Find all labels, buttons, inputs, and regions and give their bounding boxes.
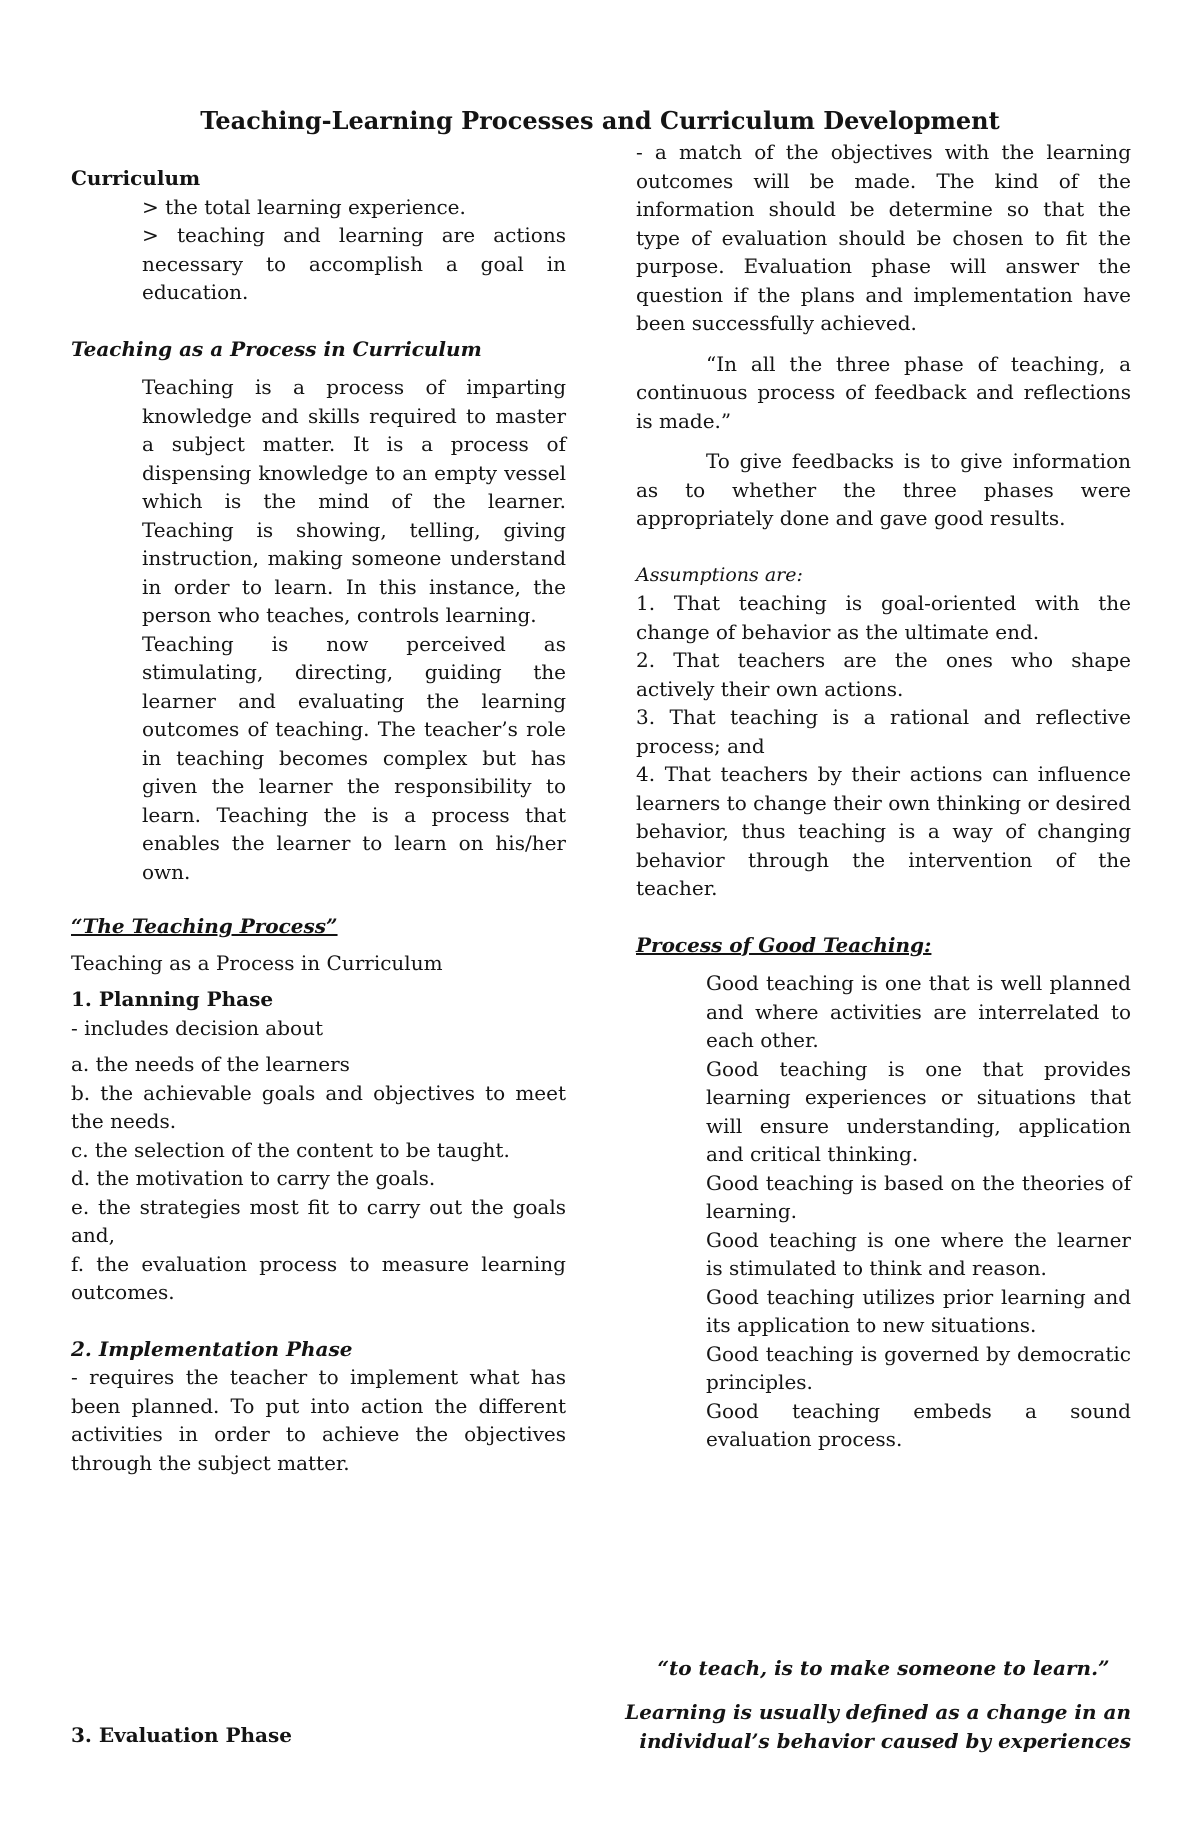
implementation-phase-heading: 2. Implementation Phase xyxy=(71,1336,353,1361)
teaching-paragraph: Teaching is a process of imparting knowledge and skills required to master a subject matter. It is a process of dispensing knowledge to an empty vessel which is the mind of the learner. Teaching is showing, telling, giving instruction, making someone understand in order to learn. In this instance, the person who teaches, controls learning. xyxy=(142,375,566,627)
curriculum-list xyxy=(71,193,566,307)
planning-item: b. the achievable goals and objectives to meet the needs. xyxy=(71,1080,566,1133)
planning-phase-heading: 1. Planning Phase xyxy=(71,987,274,1011)
evaluation-phase-text: - a match of the objectives with the learning outcomes will be made. The kind of the information should be determine so that the type of evaluation should be chosen to fit the purpose. Evaluation phase will answer the question if the plans and implementation have been successfully achieved. xyxy=(636,140,1131,335)
left-column xyxy=(71,164,566,1477)
closing-definition: Learning is usually defined as a change in an individual’s behavior caused by experiences xyxy=(625,1700,1131,1753)
planning-item: a. the needs of the learners xyxy=(71,1052,350,1076)
planning-item: d. the motivation to carry the goals. xyxy=(71,1166,436,1190)
assumptions-list xyxy=(636,589,1131,903)
good-teaching-item: Good teaching is one where the learner is stimulated to think and reason. xyxy=(706,1227,1131,1280)
good-teaching-heading: Process of Good Teaching: xyxy=(636,932,932,957)
planning-item: e. the strategies most fit to carry out the goals and, xyxy=(71,1194,566,1247)
assumption-item: 2. That teachers are the ones who shape actively their own actions. xyxy=(636,648,1131,701)
teaching-paragraph: Teaching is now perceived as stimulating, directing, guiding the learner and evaluating the learning outcomes of teaching. The teacher’s role in teaching becomes complex but has given the learner the responsibility to learn. Teaching the is a process that enables the learner to learn on his/her own. xyxy=(142,631,566,884)
page-title: Teaching-Learning Processes and Curriculum Development xyxy=(200,106,1000,135)
assumptions-heading: Assumptions are: xyxy=(636,563,803,586)
teaching-paragraphs xyxy=(71,373,566,886)
assumption-item: 4. That teachers by their actions can influence learners to change their own thinking or desired behavior, thus teaching is a way of changing behavior through the intervention of the teacher. xyxy=(636,762,1131,900)
feedback-paragraph: To give feedbacks is to give information as to whether the three phases were appropriately done and gave good results. xyxy=(636,449,1131,530)
right-column xyxy=(636,138,1131,1454)
good-teaching-item: Good teaching is governed by democratic principles. xyxy=(706,1341,1131,1394)
feedback-quote-paragraph: “In all the three phase of teaching, a continuous process of feedback and reflections is made.” xyxy=(636,351,1131,433)
teaching-process-quoted-heading: “The Teaching Process” xyxy=(71,914,338,938)
assumption-item: 1. That teaching is goal-oriented with the change of behavior as the ultimate end. xyxy=(636,591,1131,644)
implementation-phase-text: - requires the teacher to implement what has been planned. To put into action the different activities in order to achieve the objectives through the subject matter. xyxy=(71,1365,566,1475)
curriculum-item: > teaching and learning are actions necessary to accomplish a goal in education. xyxy=(142,223,566,304)
good-teaching-item: Good teaching is based on the theories of learning. xyxy=(706,1170,1131,1223)
good-teaching-item: Good teaching embeds a sound evaluation process. xyxy=(706,1398,1131,1451)
teaching-process-subheading: Teaching as a Process in Curriculum xyxy=(71,950,443,975)
planning-phase-intro: - includes decision about xyxy=(71,1015,323,1040)
planning-list xyxy=(71,1050,566,1307)
evaluation-phase-heading: 3. Evaluation Phase xyxy=(71,1723,292,1747)
good-teaching-list xyxy=(636,969,1131,1454)
curriculum-heading: Curriculum xyxy=(71,166,201,190)
assumption-item: 3. That teaching is a rational and reflective process; and xyxy=(636,705,1131,758)
good-teaching-item: Good teaching utilizes prior learning and its application to new situations. xyxy=(706,1284,1131,1337)
good-teaching-item: Good teaching is one that provides learning experiences or situations that will ensure understanding, application and critical thinking. xyxy=(706,1056,1131,1166)
planning-item: c. the selection of the content to be taught. xyxy=(71,1137,510,1162)
closing-quote: “to teach, is to make someone to learn.” xyxy=(657,1656,1110,1680)
teaching-process-heading: Teaching as a Process in Curriculum xyxy=(71,336,482,361)
good-teaching-item: Good teaching is one that is well planned and where activities are interrelated to each other. xyxy=(706,971,1131,1052)
curriculum-item: > the total learning experience. xyxy=(142,194,466,219)
planning-item: f. the evaluation process to measure learning outcomes. xyxy=(71,1251,566,1304)
